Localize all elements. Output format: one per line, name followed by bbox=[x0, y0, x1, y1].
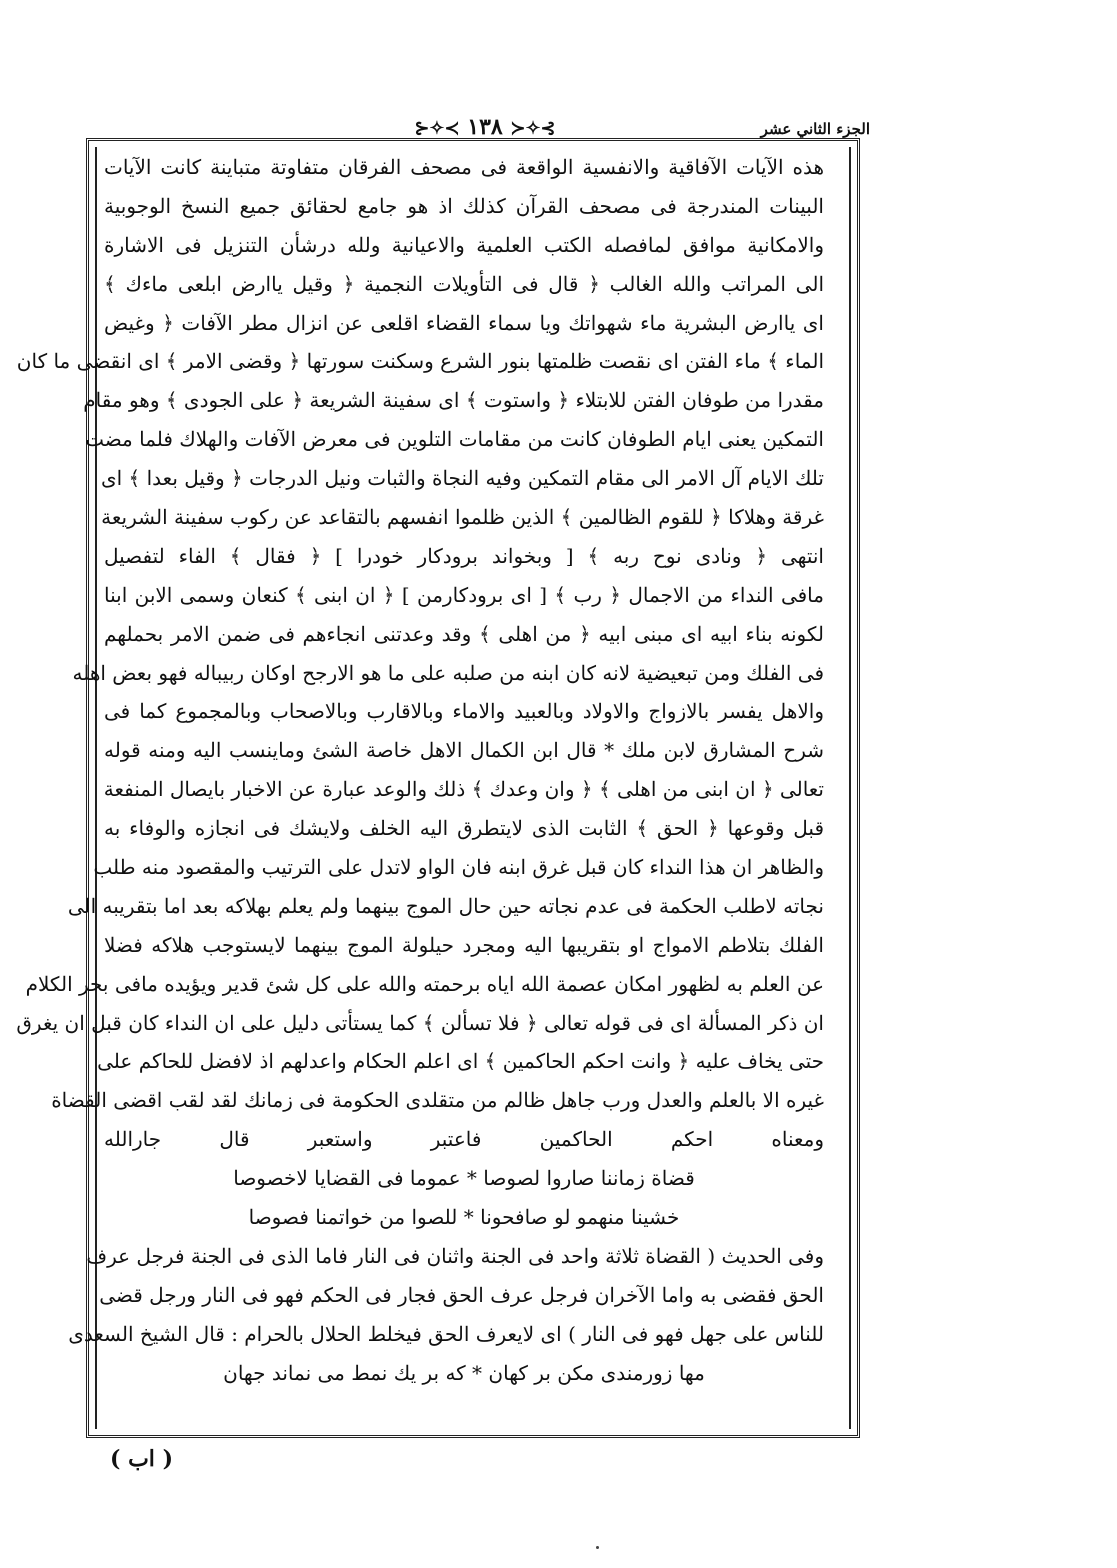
print-speck bbox=[596, 1546, 599, 1549]
text-line: نجاته لاطلب الحكمة فى عدم نجاته حين حال الموج بينهما ولم يعلم بهلاكه بعد اما بتقريبه الى bbox=[67, 893, 824, 918]
text-line: للناس على جهل فهو فى النار ) اى لايعرف الحق فيخلط الحلال بالحرام : قال الشيخ السعدى bbox=[68, 1321, 824, 1346]
text-line: مافى النداء من الاجمال ﴿ رب ﴾ [ اى برودكارمن ] ﴿ ان ابنى ﴾ كنعان وسمى الابن ابنا bbox=[104, 582, 824, 607]
text-line: الفلك بتلاطم الامواج او بتقريبها اليه ومجرد حيلولة الموج بينهما لايستوجب هلاكه فضلا bbox=[104, 932, 824, 957]
text-line: عن العلم به لظهور امكان عصمة الله اياه برحمته والله على كل شئ قدير ويؤيده مافى بحر الكلام bbox=[25, 971, 824, 996]
signature-mark: ( اب ) bbox=[110, 1446, 173, 1472]
page-number: ١٣٨ bbox=[467, 114, 503, 140]
text-line: فى الفلك ومن تبعيضية لانه كان ابنه من صلبه على ما هو الارجح اوكان ربيباله فهو بعض اهله bbox=[72, 660, 824, 685]
page-number-block bbox=[100, 114, 870, 140]
text-line: حتى يخاف عليه ﴿ وانت احكم الحاكمين ﴾ اى اعلم الحكام واعدلهم اذ لافضل للحاكم على bbox=[97, 1049, 824, 1074]
text-line: الماء ﴾ ماء الفتن اى نقصت ظلمتها بنور الشرع وسكنت سورتها ﴿ وقضى الامر ﴾ اى انقضى ما كان bbox=[16, 349, 824, 374]
text-line: هذه الآيات الآفاقية والانفسية الواقعة فى مصحف الفرقان متفاوتة متباينة كانت الآيات bbox=[104, 155, 824, 179]
text-line: غيره الا بالعلم والعدل ورب جاهل ظالم من متقلدى الحكومة فى زمانك لقد لقب اقضى القضاة bbox=[51, 1088, 824, 1113]
text-line: الى المراتب والله الغالب ﴿ قال فى التأويلات النجمية ﴿ وقيل ياارض ابلعى ماءك ﴾ bbox=[104, 271, 824, 296]
text-line: الحق فقضى به واما الآخران فرجل عرف الحق فجار فى الحكم فهو فى النار ورجل قضى bbox=[99, 1282, 824, 1307]
verse-line: قضاة زماننا صاروا لصوصا * عموما فى القضايا لاخصوصا bbox=[233, 1166, 695, 1191]
text-line: غرقة وهلاكا ﴿ للقوم الظالمين ﴾ الذين ظلموا انفسهم بالتقاعد عن ركوب سفينة الشريعة bbox=[101, 505, 824, 530]
text-line: والاهل يفسر بالازواج والاولاد وبالعبيد والاماء وبالاقارب وبالاصحاب وبالمجموع كما فى bbox=[104, 699, 824, 724]
text-line: تعالى ﴿ ان ابنى من اهلى ﴾ ﴿ وان وعدك ﴾ ذلك والوعد عبارة عن الاخبار بايصال المنفعة bbox=[103, 777, 824, 802]
text-line: ان ذكر المسألة اى فى قوله تعالى ﴿ فلا تسألن ﴾ كما يستأتى دليل على ان النداء كان قبل ان يغرق bbox=[16, 1010, 824, 1035]
part-title: الجزء الثاني عشر bbox=[760, 120, 870, 138]
verse-line: خشينا منهمو لو صافحونا * للصوا من خواتمنا فصوصا bbox=[248, 1205, 680, 1230]
text-line: ومعناه احكم الحاكمين فاعتبر واستعبر قال جارالله bbox=[104, 1127, 824, 1152]
text-line: لكونه بناء ابيه اى مبنى ابيه ﴿ من اهلى ﴾ وقد وعدتنى انجاءهم فى ضمن الامر بحملهم bbox=[104, 621, 824, 646]
text-line: قبل وقوعها ﴿ الحق ﴾ الثابت الذى لايتطرق اليه الخلف ولايشك فى انجازه والوفاء به bbox=[104, 816, 824, 841]
text-line: شرح المشارق لابن ملك * قال ابن الكمال الاهل خاصة الشئ وماينسب اليه ومنه قوله bbox=[104, 738, 824, 763]
text-line: انتهى ﴿ ونادى نوح ربه ﴾ [ وبخواند برودكار خودرا ] ﴿ فقال ﴾ الفاء لتفصيل bbox=[104, 543, 824, 568]
text-line: اى ياارض البشرية ماء شهواتك ويا سماء القضاء اقلعى عن انزال مطر الآفات ﴿ وغيض bbox=[104, 310, 824, 335]
text-line: وفى الحديث ( القضاة ثلاثة واحد فى الجنة واثنان فى النار فاما الذى فى الجنة فرجل عرف bbox=[86, 1243, 824, 1268]
text-line: والامكانية موافق لمافصله الكتب العلمية والاعيانية ولله درشأن التنزيل فى الاشارة bbox=[104, 232, 824, 257]
text-line: البينات المندرجة فى مصحف القرآن كذلك اذ هو جامع لحقائق جميع النسخ الوجوبية bbox=[104, 193, 824, 218]
text-line: مقدرا من طوفان الفتن للابتلاء ﴿ واستوت ﴾ اى سفينة الشريعة ﴿ على الجودى ﴾ وهو مقام bbox=[83, 388, 824, 413]
text-line: التمكين يعنى ايام الطوفان كانت من مقامات التلوين فى معرض الآفات والهلاك فلما مضت bbox=[85, 427, 824, 452]
verse-line: مها زورمندى مكن بر كهان * كه بر يك نمط مى نماند جهان bbox=[223, 1360, 705, 1385]
body-text bbox=[16, 148, 824, 1393]
text-line: والظاهر ان هذا النداء كان قبل غرق ابنه فان الواو لاتدل على الترتيب والمقصود منه طلب bbox=[93, 855, 824, 880]
text-line: تلك الايام آل الامر الى مقام التمكين وفيه النجاة والثبات ونيل الدرجات ﴿ وقيل بعدا ﴾ اى bbox=[100, 466, 824, 491]
ornament-left: ⊱✧≺ bbox=[414, 118, 460, 139]
ornament-right: ≻✧⊰ bbox=[510, 118, 556, 139]
